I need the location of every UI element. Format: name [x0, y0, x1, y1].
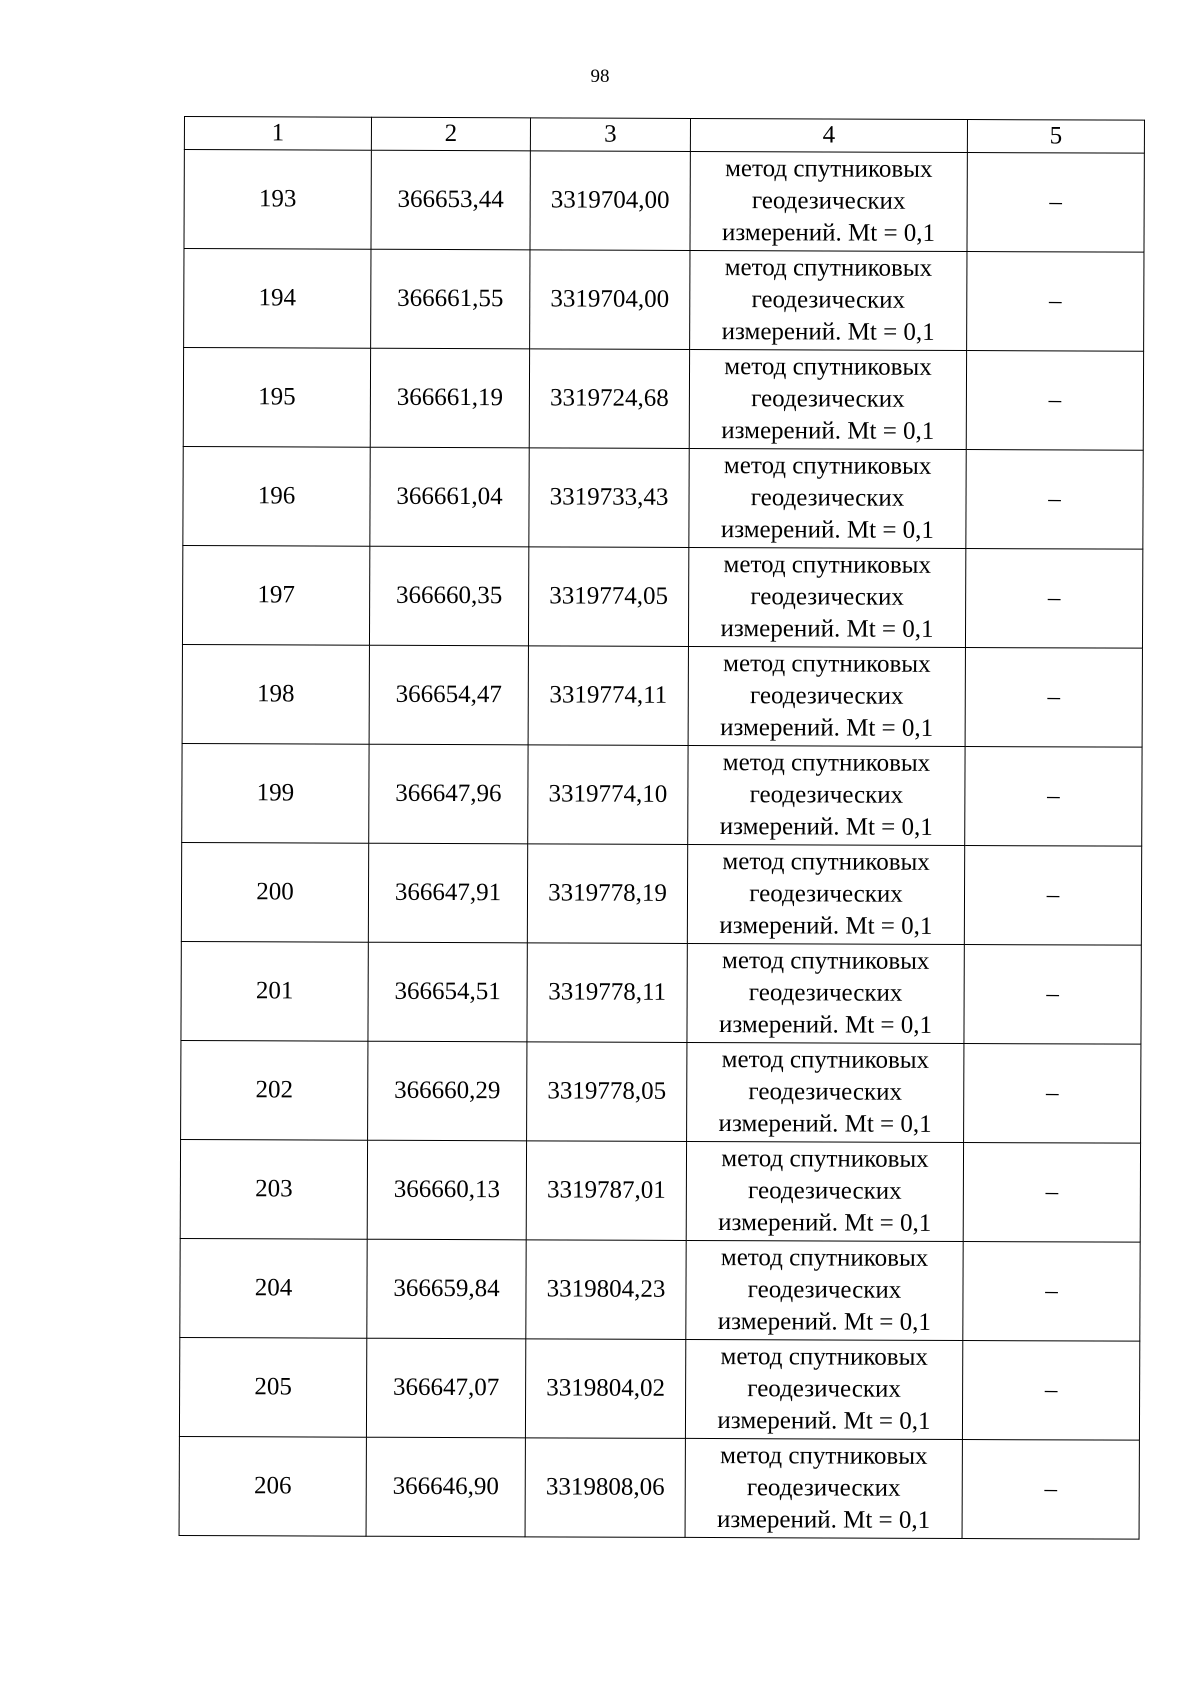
method-cell: [688, 547, 965, 647]
table-row: [182, 644, 1142, 747]
point-number-cell: 196: [183, 446, 370, 546]
method-line: измерений. Mt = 0,1: [717, 1308, 931, 1336]
column-header: 1: [184, 117, 371, 151]
y-coordinate-cell: 3319778,11: [527, 943, 687, 1043]
table-row: [179, 1436, 1139, 1539]
method-line: метод спутниковых: [722, 749, 931, 777]
point-number-cell: 203: [180, 1139, 367, 1239]
method-line: геодезических: [749, 682, 904, 710]
table-row: [180, 1238, 1140, 1341]
y-coordinate-cell: 3319774,10: [528, 745, 688, 845]
table-row: [182, 545, 1142, 648]
note-cell: –: [967, 153, 1144, 253]
method-line: метод спутниковых: [725, 155, 933, 183]
method-line: метод спутниковых: [723, 650, 931, 678]
method-line: метод спутниковых: [721, 1145, 929, 1173]
method-line: метод спутниковых: [723, 551, 932, 579]
y-coordinate-cell: 3319704,00: [530, 151, 690, 251]
method-cell: [690, 151, 967, 251]
method-line: геодезических: [751, 187, 906, 215]
note-cell: –: [966, 351, 1143, 451]
method-line: измерений. Mt = 0,1: [721, 417, 935, 445]
y-coordinate-cell: 3319774,11: [528, 646, 688, 746]
method-cell: [687, 1042, 964, 1142]
method-cell: [687, 844, 964, 944]
table-row: [180, 1139, 1140, 1242]
page-number: 98: [590, 66, 610, 87]
column-header: 5: [967, 120, 1144, 154]
note-cell: –: [963, 1242, 1140, 1342]
method-line: измерений. Mt = 0,1: [717, 1506, 931, 1534]
y-coordinate-cell: 3319804,23: [526, 1240, 686, 1340]
x-coordinate-cell: 366653,44: [371, 150, 530, 250]
x-coordinate-cell: 366661,19: [370, 348, 529, 448]
method-line: измерений. Mt = 0,1: [720, 714, 934, 742]
x-coordinate-cell: 366661,04: [370, 447, 529, 547]
method-cell: [689, 349, 966, 449]
method-line: геодезических: [750, 484, 905, 512]
method-line: метод спутниковых: [721, 1046, 930, 1074]
method-line: метод спутниковых: [723, 452, 932, 480]
y-coordinate-cell: 3319808,06: [525, 1438, 685, 1538]
method-line: геодезических: [748, 1177, 902, 1205]
method-line: геодезических: [746, 1474, 901, 1502]
point-number-cell: 198: [182, 644, 369, 744]
point-number-cell: 193: [184, 150, 371, 250]
point-number-cell: 200: [181, 842, 368, 942]
table-body: [179, 150, 1144, 1540]
x-coordinate-cell: 366647,96: [369, 744, 528, 844]
note-cell: –: [967, 252, 1144, 352]
method-line: метод спутниковых: [720, 1244, 929, 1272]
method-line: геодезических: [751, 286, 906, 314]
method-line: метод спутниковых: [724, 254, 933, 282]
table-row: [182, 743, 1142, 846]
note-cell: –: [965, 747, 1142, 847]
method-line: метод спутниковых: [720, 1442, 928, 1470]
method-line: измерений. Mt = 0,1: [721, 318, 935, 346]
x-coordinate-cell: 366661,55: [371, 249, 530, 349]
method-cell: [689, 448, 966, 548]
note-cell: –: [962, 1439, 1139, 1539]
y-coordinate-cell: 3319733,43: [529, 448, 689, 548]
x-coordinate-cell: 366647,91: [368, 843, 527, 943]
method-line: измерений. Mt = 0,1: [720, 615, 934, 643]
point-number-cell: 199: [182, 743, 369, 843]
y-coordinate-cell: 3319774,05: [528, 547, 688, 647]
method-line: геодезических: [747, 1276, 902, 1304]
method-cell: [687, 943, 964, 1043]
y-coordinate-cell: 3319778,05: [527, 1042, 687, 1142]
note-cell: –: [965, 648, 1142, 748]
method-cell: [688, 646, 965, 746]
note-cell: –: [964, 846, 1141, 946]
point-number-cell: 195: [183, 348, 370, 448]
method-line: измерений. Mt = 0,1: [718, 1011, 933, 1039]
table-row: [184, 249, 1144, 352]
point-number-cell: 205: [179, 1337, 366, 1437]
method-line: геодезических: [750, 583, 905, 611]
method-line: геодезических: [749, 781, 904, 809]
method-cell: [685, 1438, 962, 1538]
x-coordinate-cell: 366654,51: [368, 942, 527, 1042]
y-coordinate-cell: 3319804,02: [525, 1339, 685, 1439]
y-coordinate-cell: 3319724,68: [529, 349, 689, 449]
table-header-row: [184, 117, 1144, 154]
x-coordinate-cell: 366659,84: [367, 1239, 526, 1339]
note-cell: –: [965, 549, 1142, 649]
point-number-cell: 197: [182, 545, 369, 645]
table-row: [179, 1337, 1139, 1440]
x-coordinate-cell: 366660,35: [369, 546, 528, 646]
method-cell: [686, 1240, 963, 1340]
column-header: 4: [690, 118, 967, 152]
method-line: метод спутниковых: [724, 353, 932, 381]
table-row: [183, 348, 1143, 451]
note-cell: –: [964, 945, 1141, 1045]
method-cell: [685, 1339, 962, 1439]
note-cell: –: [962, 1340, 1139, 1440]
table-row: [181, 941, 1141, 1044]
y-coordinate-cell: 3319787,01: [526, 1141, 686, 1241]
coordinates-table: [179, 116, 1145, 1540]
method-cell: [686, 1141, 963, 1241]
method-cell: [688, 745, 965, 845]
column-header: 2: [371, 117, 530, 151]
method-cell: [690, 250, 967, 350]
y-coordinate-cell: 3319778,19: [527, 844, 687, 944]
x-coordinate-cell: 366646,90: [366, 1437, 525, 1537]
method-line: измерений. Mt = 0,1: [719, 912, 933, 940]
method-line: измерений. Mt = 0,1: [718, 1209, 932, 1237]
x-coordinate-cell: 366647,07: [366, 1338, 525, 1438]
x-coordinate-cell: 366654,47: [369, 645, 528, 745]
note-cell: –: [966, 450, 1143, 550]
note-cell: –: [964, 1044, 1141, 1144]
method-line: геодезических: [747, 1375, 901, 1403]
method-line: метод спутниковых: [722, 848, 930, 876]
point-number-cell: 206: [179, 1436, 366, 1536]
method-line: геодезических: [749, 880, 903, 908]
note-cell: –: [963, 1143, 1140, 1243]
table-row: [184, 150, 1144, 253]
x-coordinate-cell: 366660,29: [368, 1041, 527, 1141]
table-row: [183, 446, 1143, 549]
method-line: геодезических: [751, 385, 905, 413]
method-line: метод спутниковых: [720, 1343, 928, 1371]
table-row: [181, 842, 1141, 945]
method-line: измерений. Mt = 0,1: [720, 516, 934, 544]
point-number-cell: 201: [181, 941, 368, 1041]
method-line: измерений. Mt = 0,1: [719, 813, 933, 841]
column-header: 3: [530, 118, 690, 152]
point-number-cell: 202: [181, 1040, 368, 1140]
y-coordinate-cell: 3319704,00: [530, 250, 690, 350]
method-line: измерений. Mt = 0,1: [717, 1407, 931, 1435]
x-coordinate-cell: 366660,13: [367, 1140, 526, 1240]
method-line: геодезических: [748, 1078, 903, 1106]
method-line: измерений. Mt = 0,1: [718, 1110, 932, 1138]
method-line: измерений. Mt = 0,1: [721, 219, 936, 247]
point-number-cell: 194: [184, 249, 371, 349]
method-line: геодезических: [748, 979, 903, 1007]
method-line: метод спутниковых: [722, 947, 930, 975]
point-number-cell: 204: [180, 1238, 367, 1338]
table-row: [181, 1040, 1141, 1143]
